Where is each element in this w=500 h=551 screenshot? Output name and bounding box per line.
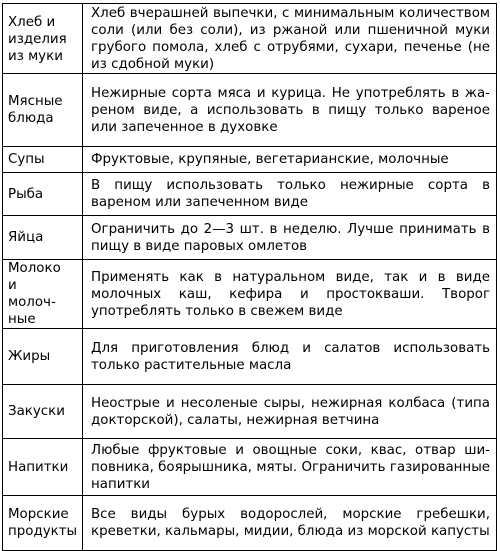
description-text: Нежирные сорта мяса и курица. Не употреблять в жареном виде, а использовать в пищу только вареное или запеченное в духовке <box>91 85 490 135</box>
category-label: Закуски <box>8 404 65 419</box>
table-row <box>3 147 497 173</box>
category-cell <box>3 329 83 385</box>
table-row <box>3 74 497 147</box>
category-cell <box>3 74 83 147</box>
description-cell <box>83 385 497 439</box>
category-cell <box>3 4 83 74</box>
diet-table <box>2 3 497 551</box>
category-label: Яйца <box>8 230 44 245</box>
category-label: Молоко и молочные <box>8 261 61 327</box>
description-text: В пищу использовать только нежирные сорта в вареном или запеченном виде <box>91 178 490 210</box>
category-label: Жиры <box>8 349 51 364</box>
category-cell <box>3 216 83 260</box>
category-label: Хлеб и изделия из муки <box>8 15 67 64</box>
description-text: Все виды бурых водорослей, морские гребешки, креветки, кальмары, мидии, блюда из морской капусты <box>91 507 490 539</box>
description-cell <box>83 496 497 551</box>
table-row <box>3 216 497 260</box>
category-label: Рыба <box>8 186 44 202</box>
description-cell <box>83 216 497 260</box>
category-label: Мясные блюда <box>8 94 63 126</box>
table-row <box>3 173 497 216</box>
category-label: Супы <box>8 152 45 167</box>
description-cell <box>83 147 497 173</box>
description-cell <box>83 74 497 147</box>
description-text: Хлеб вчерашней выпечки, с минимальным количеством соли (или без соли), из ржаной или пшеничной муки грубого помола, хлеб с отрубями, сухари, печенье (не из сдобной муки) <box>91 5 490 72</box>
description-cell <box>83 4 497 74</box>
description-cell <box>83 439 497 496</box>
description-cell <box>83 260 497 329</box>
description-text: Фруктовые, крупяные, вегетарианские, молочные <box>91 152 449 167</box>
category-cell <box>3 385 83 439</box>
table-row <box>3 4 497 74</box>
table-row <box>3 439 497 496</box>
description-text: Для приготовления блюд и салатов использовать только растительные масла <box>91 340 490 373</box>
description-text: Неострые и несоленые сыры, нежирная колбаса (типа докторской), салаты, нежирная ветчина <box>91 395 490 428</box>
table-row <box>3 329 497 385</box>
table-row <box>3 385 497 439</box>
description-cell <box>83 329 497 385</box>
category-label: Морские продукты <box>8 507 78 539</box>
category-cell <box>3 147 83 173</box>
description-text: Ограничить до 2—3 шт. в неделю. Лучше принимать в пищу в виде паровых омлетов <box>91 221 490 254</box>
table-row <box>3 496 497 551</box>
description-cell <box>83 173 497 216</box>
description-text: Применять как в натуральном виде, так и в виде молочных каш, кефира и простокваши. Творог употреблять только в свежем виде <box>91 269 490 319</box>
category-cell <box>3 260 83 329</box>
category-cell <box>3 173 83 216</box>
category-cell <box>3 439 83 496</box>
description-text: Любые фруктовые и овощные соки, квас, отвар шиповника, боярышника, мяты. Ограничить газированные напитки <box>91 442 490 492</box>
table-row <box>3 260 497 329</box>
category-label: Напитки <box>8 459 69 475</box>
category-cell <box>3 496 83 551</box>
